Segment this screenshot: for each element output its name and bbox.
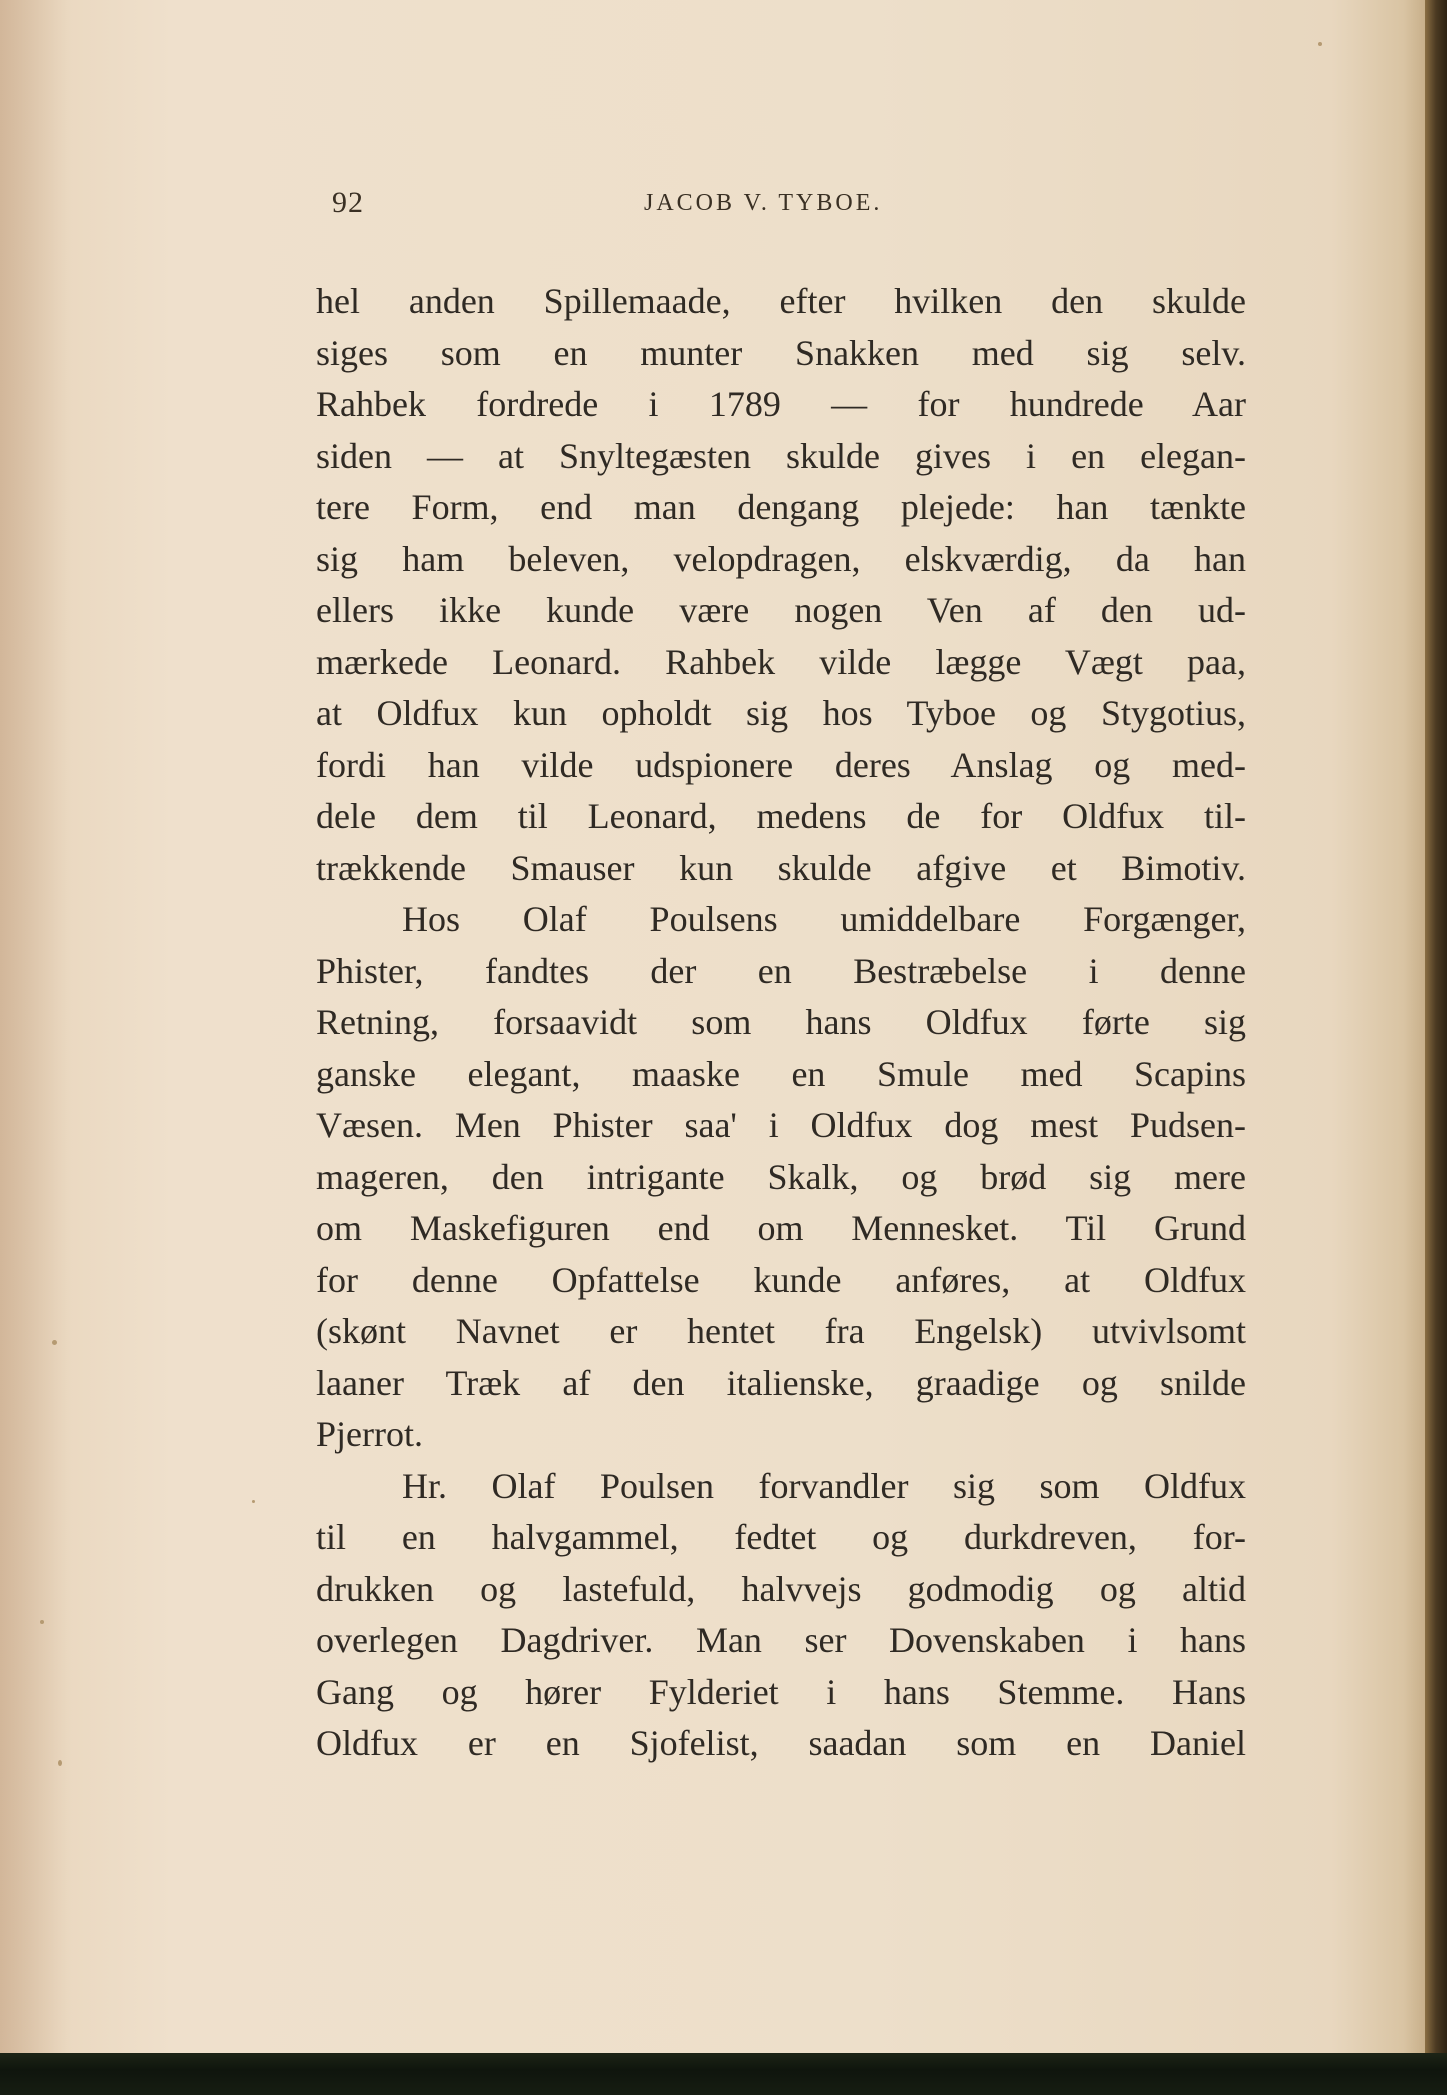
text-line: Phister, fandtes der en Bestræbelse i denne xyxy=(316,950,1246,991)
text-line: Retning, forsaavidt som hans Oldfux førte sig xyxy=(316,1002,1246,1042)
text-line: siges som en munter Snakken med sig selv. xyxy=(316,332,1246,373)
text-line: for denne Opfattelse kunde anføres, at Oldfux xyxy=(316,1259,1246,1300)
page-header xyxy=(332,186,1232,226)
text-line: mageren, den intrigante Skalk, og brød sig mere xyxy=(316,1156,1246,1197)
text-line: Væsen. Men Phister saa' i Oldfux dog mest Pudsen- xyxy=(316,1105,1246,1145)
paragraph xyxy=(316,894,1246,1461)
text-line: om Maskefiguren end om Mennesket. Til Grund xyxy=(316,1208,1246,1248)
text-line: til en halvgammel, fedtet og durkdreven, for- xyxy=(316,1517,1246,1557)
paragraph xyxy=(316,1461,1246,1770)
text-line: Hr. Olaf Poulsen forvandler sig som Oldfux xyxy=(402,1465,1246,1506)
text-line: hel anden Spillemaade, efter hvilken den skulde xyxy=(316,281,1246,321)
text-line: (skønt Navnet er hentet fra Engelsk) utvivlsomt xyxy=(316,1311,1246,1351)
running-head: JACOB V. TYBOE. xyxy=(644,190,883,216)
body-text xyxy=(316,276,1246,1770)
text-line: siden — at Snyltegæsten skulde gives i en elegan- xyxy=(316,435,1246,476)
text-line: Pjerrot. xyxy=(316,1414,423,1454)
scan-bottom-border xyxy=(0,2053,1447,2095)
text-line: Hos Olaf Poulsens umiddelbare Forgænger, xyxy=(402,899,1246,939)
page-gutter-shadow xyxy=(0,0,70,2095)
paragraph xyxy=(316,276,1246,894)
text-line: at Oldfux kun opholdt sig hos Tyboe og Stygotius, xyxy=(316,693,1246,733)
page-number: 92 xyxy=(332,186,364,219)
text-line: ganske elegant, maaske en Smule med Scapins xyxy=(316,1053,1246,1094)
text-line: drukken og lastefuld, halvvejs godmodig og altid xyxy=(316,1568,1246,1609)
text-line: dele dem til Leonard, medens de for Oldfux til- xyxy=(316,796,1246,836)
text-line: trækkende Smauser kun skulde afgive et Bimotiv. xyxy=(316,847,1246,888)
text-line: laaner Træk af den italienske, graadige og snilde xyxy=(316,1362,1246,1403)
text-line: Rahbek fordrede i 1789 — for hundrede Aar xyxy=(316,384,1246,424)
book-spine-edge xyxy=(1425,0,1447,2095)
text-line: Oldfux er en Sjofelist, saadan som en Daniel xyxy=(316,1723,1246,1763)
text-line: ellers ikke kunde være nogen Ven af den ud- xyxy=(316,590,1246,630)
text-line: overlegen Dagdriver. Man ser Dovenskaben i hans xyxy=(316,1620,1246,1660)
text-line: tere Form, end man dengang plejede: han tænkte xyxy=(316,487,1246,527)
text-line: Gang og hører Fylderiet i hans Stemme. Hans xyxy=(316,1671,1246,1712)
text-line: sig ham beleven, velopdragen, elskværdig, da han xyxy=(316,538,1246,579)
text-line: fordi han vilde udspionere deres Anslag og med- xyxy=(316,744,1246,785)
text-line: mærkede Leonard. Rahbek vilde lægge Vægt paa, xyxy=(316,641,1246,682)
